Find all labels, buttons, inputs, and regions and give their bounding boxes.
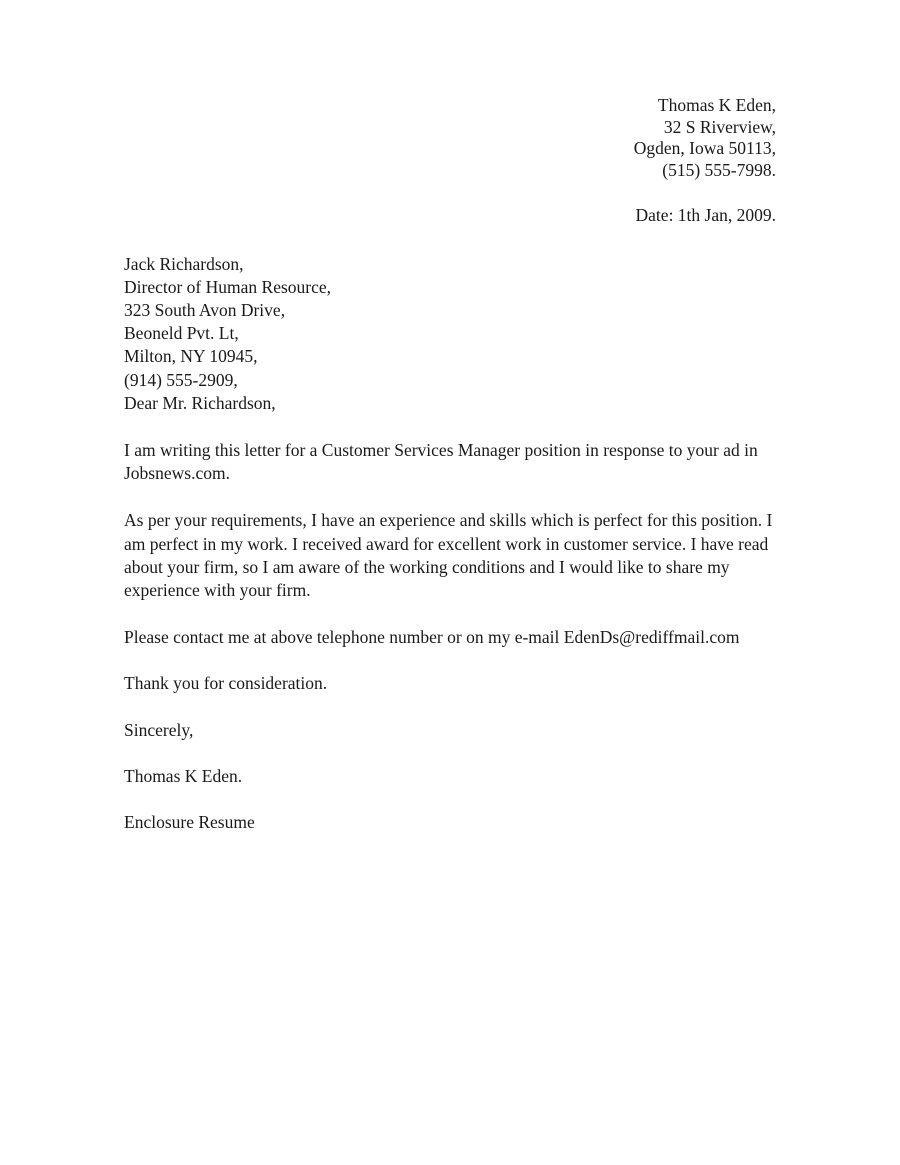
recipient-company: Beoneld Pvt. Lt, (124, 323, 239, 344)
recipient-city-state-zip: Milton, NY 10945, (124, 346, 258, 367)
sender-name: Thomas K Eden, (657, 95, 776, 115)
recipient-street: 323 South Avon Drive, (124, 299, 286, 320)
signature-name: Thomas K Eden. (124, 765, 243, 786)
sender-street: 32 S Riverview, (663, 116, 776, 137)
enclosure-note: Enclosure Resume (124, 811, 255, 832)
body-paragraph-2: As per your requirements, I have an experience and skills which is perfect for this position. I am perfect in my work. I received award for excellent work in customer service. I have read about your firm, so I am aware of the working conditions and I would like to share my experience with your firm. (124, 510, 773, 600)
sender-address-block (124, 95, 776, 181)
recipient-phone: (914) 555-2909, (124, 369, 238, 390)
recipient-address-block (124, 253, 776, 415)
salutation: Dear Mr. Richardson, (124, 392, 276, 413)
letter-date: Date: 1th Jan, 2009. (635, 205, 776, 225)
recipient-title: Director of Human Resource, (124, 276, 332, 297)
body-paragraph-1: I am writing this letter for a Customer Services Manager position in response to your ad in Jobsnews.com. (124, 439, 758, 484)
sender-phone: (515) 555-7998. (662, 159, 776, 180)
sender-city-state-zip: Ogden, Iowa 50113, (633, 138, 776, 158)
body-paragraph-contact: Please contact me at above telephone number or on my e-mail EdenDs@rediffmail.com (124, 627, 740, 648)
recipient-name: Jack Richardson, (124, 253, 244, 274)
body-paragraph-thanks: Thank you for consideration. (124, 673, 328, 694)
closing: Sincerely, (124, 719, 194, 740)
